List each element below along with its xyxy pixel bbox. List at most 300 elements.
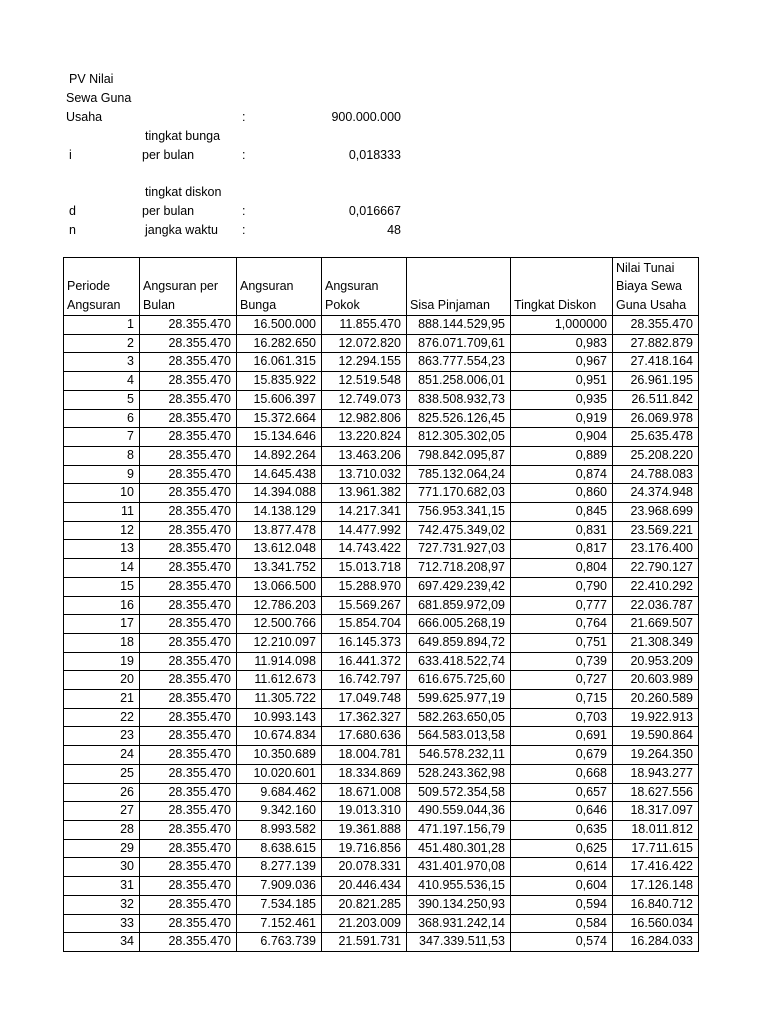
discount-label-line2: per bulan [142, 204, 195, 218]
cell-sisa-pinjaman: 509.572.354,58 [407, 783, 511, 802]
table-row [64, 316, 699, 335]
cell-periode: 32 [64, 895, 140, 914]
cell-angsuran-pokok: 19.013.310 [322, 802, 407, 821]
cell-periode: 7 [64, 428, 140, 447]
cell-angsuran-pokok: 12.749.073 [322, 390, 407, 409]
cell-tingkat-diskon: 0,625 [511, 839, 613, 858]
cell-angsuran-per-bulan: 28.355.470 [140, 633, 237, 652]
cell-tingkat-diskon: 0,919 [511, 409, 613, 428]
table-row [64, 615, 699, 634]
cell-periode: 33 [64, 914, 140, 933]
cell-nilai-tunai: 16.840.712 [613, 895, 699, 914]
cell-nilai-tunai: 20.260.589 [613, 690, 699, 709]
cell-angsuran-per-bulan: 28.355.470 [140, 652, 237, 671]
cell-angsuran-pokok: 14.217.341 [322, 503, 407, 522]
term-label: jangka waktu [145, 223, 218, 237]
cell-periode: 11 [64, 503, 140, 522]
cell-angsuran-per-bulan: 28.355.470 [140, 783, 237, 802]
cell-tingkat-diskon: 0,715 [511, 690, 613, 709]
cell-angsuran-bunga: 7.534.185 [237, 895, 322, 914]
cell-angsuran-bunga: 14.138.129 [237, 503, 322, 522]
cell-sisa-pinjaman: 851.258.006,01 [407, 372, 511, 391]
cell-angsuran-pokok: 16.145.373 [322, 633, 407, 652]
cell-angsuran-pokok: 18.004.781 [322, 746, 407, 765]
term-symbol: n [69, 223, 76, 237]
table-row [64, 484, 699, 503]
cell-periode: 21 [64, 690, 140, 709]
cell-periode: 15 [64, 577, 140, 596]
cell-angsuran-pokok: 20.821.285 [322, 895, 407, 914]
cell-angsuran-bunga: 7.152.461 [237, 914, 322, 933]
cell-angsuran-per-bulan: 28.355.470 [140, 577, 237, 596]
table-row [64, 708, 699, 727]
cell-nilai-tunai: 22.790.127 [613, 559, 699, 578]
cell-tingkat-diskon: 0,668 [511, 764, 613, 783]
cell-angsuran-pokok: 15.288.970 [322, 577, 407, 596]
cell-angsuran-pokok: 13.463.206 [322, 446, 407, 465]
interest-label-line1: tingkat bunga [145, 129, 221, 143]
pv-label-line1: PV Nilai [69, 72, 114, 86]
cell-sisa-pinjaman: 451.480.301,28 [407, 839, 511, 858]
pv-value: 900.000.000 [331, 110, 401, 124]
cell-angsuran-pokok: 20.078.331 [322, 858, 407, 877]
cell-periode: 2 [64, 334, 140, 353]
cell-angsuran-per-bulan: 28.355.470 [140, 559, 237, 578]
cell-tingkat-diskon: 0,967 [511, 353, 613, 372]
discount-symbol: d [69, 204, 76, 218]
cell-angsuran-bunga: 13.612.048 [237, 540, 322, 559]
cell-angsuran-pokok: 18.334.869 [322, 764, 407, 783]
table-row [64, 596, 699, 615]
cell-angsuran-per-bulan: 28.355.470 [140, 746, 237, 765]
cell-periode: 18 [64, 633, 140, 652]
cell-angsuran-bunga: 10.674.834 [237, 727, 322, 746]
cell-angsuran-bunga: 11.305.722 [237, 690, 322, 709]
table-row [64, 914, 699, 933]
cell-sisa-pinjaman: 697.429.239,42 [407, 577, 511, 596]
cell-angsuran-per-bulan: 28.355.470 [140, 409, 237, 428]
cell-periode: 12 [64, 521, 140, 540]
table-row [64, 933, 699, 952]
cell-angsuran-per-bulan: 28.355.470 [140, 390, 237, 409]
cell-tingkat-diskon: 0,831 [511, 521, 613, 540]
cell-periode: 6 [64, 409, 140, 428]
table-row [64, 353, 699, 372]
cell-angsuran-pokok: 12.294.155 [322, 353, 407, 372]
cell-angsuran-bunga: 15.835.922 [237, 372, 322, 391]
cell-sisa-pinjaman: 742.475.349,02 [407, 521, 511, 540]
table-row [64, 428, 699, 447]
cell-sisa-pinjaman: 876.071.709,61 [407, 334, 511, 353]
cell-angsuran-bunga: 9.342.160 [237, 802, 322, 821]
cell-nilai-tunai: 19.264.350 [613, 746, 699, 765]
cell-angsuran-bunga: 14.394.088 [237, 484, 322, 503]
cell-sisa-pinjaman: 727.731.927,03 [407, 540, 511, 559]
cell-tingkat-diskon: 0,790 [511, 577, 613, 596]
pv-colon: : [242, 110, 246, 124]
cell-tingkat-diskon: 0,739 [511, 652, 613, 671]
cell-nilai-tunai: 17.126.148 [613, 877, 699, 896]
cell-angsuran-bunga: 8.638.615 [237, 839, 322, 858]
cell-angsuran-bunga: 15.372.664 [237, 409, 322, 428]
table-row [64, 446, 699, 465]
cell-sisa-pinjaman: 812.305.302,05 [407, 428, 511, 447]
cell-periode: 28 [64, 820, 140, 839]
cell-tingkat-diskon: 0,764 [511, 615, 613, 634]
cell-periode: 17 [64, 615, 140, 634]
cell-sisa-pinjaman: 633.418.522,74 [407, 652, 511, 671]
cell-sisa-pinjaman: 582.263.650,05 [407, 708, 511, 727]
parameters-section [0, 0, 768, 250]
cell-tingkat-diskon: 0,604 [511, 877, 613, 896]
cell-angsuran-pokok: 12.072.820 [322, 334, 407, 353]
header-angsuran-per-bulan: Angsuran per Bulan [140, 258, 237, 316]
cell-angsuran-per-bulan: 28.355.470 [140, 764, 237, 783]
cell-angsuran-bunga: 12.500.766 [237, 615, 322, 634]
pv-label-line3: Usaha [66, 110, 103, 124]
cell-tingkat-diskon: 0,614 [511, 858, 613, 877]
table-row [64, 409, 699, 428]
cell-tingkat-diskon: 0,657 [511, 783, 613, 802]
interest-colon: : [242, 148, 246, 162]
cell-angsuran-bunga: 11.612.673 [237, 671, 322, 690]
cell-nilai-tunai: 19.922.913 [613, 708, 699, 727]
cell-angsuran-pokok: 20.446.434 [322, 877, 407, 896]
interest-label-line2: per bulan [142, 148, 195, 162]
cell-sisa-pinjaman: 666.005.268,19 [407, 615, 511, 634]
header-sisa-pinjaman: Sisa Pinjaman [407, 258, 511, 316]
term-value: 48 [387, 223, 401, 237]
cell-sisa-pinjaman: 546.578.232,11 [407, 746, 511, 765]
cell-angsuran-per-bulan: 28.355.470 [140, 914, 237, 933]
cell-sisa-pinjaman: 410.955.536,15 [407, 877, 511, 896]
cell-angsuran-per-bulan: 28.355.470 [140, 372, 237, 391]
cell-sisa-pinjaman: 471.197.156,79 [407, 820, 511, 839]
table-row [64, 633, 699, 652]
cell-periode: 16 [64, 596, 140, 615]
cell-angsuran-per-bulan: 28.355.470 [140, 484, 237, 503]
cell-periode: 30 [64, 858, 140, 877]
cell-nilai-tunai: 18.943.277 [613, 764, 699, 783]
cell-sisa-pinjaman: 368.931.242,14 [407, 914, 511, 933]
cell-periode: 20 [64, 671, 140, 690]
discount-colon: : [242, 204, 246, 218]
table-header-row [64, 258, 699, 316]
cell-angsuran-bunga: 11.914.098 [237, 652, 322, 671]
cell-angsuran-per-bulan: 28.355.470 [140, 933, 237, 952]
header-angsuran-pokok: Angsuran Pokok [322, 258, 407, 316]
cell-periode: 25 [64, 764, 140, 783]
cell-sisa-pinjaman: 490.559.044,36 [407, 802, 511, 821]
cell-angsuran-per-bulan: 28.355.470 [140, 540, 237, 559]
cell-tingkat-diskon: 0,751 [511, 633, 613, 652]
cell-angsuran-bunga: 16.282.650 [237, 334, 322, 353]
cell-tingkat-diskon: 0,727 [511, 671, 613, 690]
table-body [64, 316, 699, 952]
interest-value: 0,018333 [348, 148, 401, 162]
table-row [64, 783, 699, 802]
table-row [64, 503, 699, 522]
cell-nilai-tunai: 21.669.507 [613, 615, 699, 634]
cell-tingkat-diskon: 0,904 [511, 428, 613, 447]
cell-periode: 4 [64, 372, 140, 391]
cell-angsuran-pokok: 16.441.372 [322, 652, 407, 671]
cell-nilai-tunai: 16.560.034 [613, 914, 699, 933]
cell-angsuran-bunga: 10.350.689 [237, 746, 322, 765]
cell-angsuran-pokok: 15.013.718 [322, 559, 407, 578]
cell-angsuran-per-bulan: 28.355.470 [140, 802, 237, 821]
cell-angsuran-pokok: 17.049.748 [322, 690, 407, 709]
cell-angsuran-per-bulan: 28.355.470 [140, 858, 237, 877]
cell-nilai-tunai: 26.961.195 [613, 372, 699, 391]
pv-label-line2: Sewa Guna [66, 91, 132, 105]
cell-nilai-tunai: 23.569.221 [613, 521, 699, 540]
cell-tingkat-diskon: 0,777 [511, 596, 613, 615]
cell-angsuran-bunga: 14.892.264 [237, 446, 322, 465]
cell-periode: 5 [64, 390, 140, 409]
table-row [64, 372, 699, 391]
cell-angsuran-pokok: 17.680.636 [322, 727, 407, 746]
cell-angsuran-per-bulan: 28.355.470 [140, 334, 237, 353]
cell-nilai-tunai: 17.711.615 [613, 839, 699, 858]
cell-nilai-tunai: 17.416.422 [613, 858, 699, 877]
cell-nilai-tunai: 20.603.989 [613, 671, 699, 690]
amortization-table [63, 257, 699, 952]
cell-nilai-tunai: 22.410.292 [613, 577, 699, 596]
cell-sisa-pinjaman: 649.859.894,72 [407, 633, 511, 652]
cell-sisa-pinjaman: 616.675.725,60 [407, 671, 511, 690]
cell-angsuran-per-bulan: 28.355.470 [140, 353, 237, 372]
table-row [64, 764, 699, 783]
cell-sisa-pinjaman: 681.859.972,09 [407, 596, 511, 615]
cell-angsuran-per-bulan: 28.355.470 [140, 708, 237, 727]
cell-angsuran-bunga: 8.993.582 [237, 820, 322, 839]
cell-angsuran-bunga: 10.020.601 [237, 764, 322, 783]
cell-sisa-pinjaman: 528.243.362,98 [407, 764, 511, 783]
cell-angsuran-per-bulan: 28.355.470 [140, 465, 237, 484]
table-row [64, 540, 699, 559]
cell-angsuran-bunga: 8.277.139 [237, 858, 322, 877]
table-row [64, 802, 699, 821]
cell-angsuran-bunga: 16.061.315 [237, 353, 322, 372]
cell-periode: 26 [64, 783, 140, 802]
cell-tingkat-diskon: 0,935 [511, 390, 613, 409]
discount-value: 0,016667 [348, 204, 401, 218]
cell-angsuran-bunga: 10.993.143 [237, 708, 322, 727]
cell-tingkat-diskon: 0,574 [511, 933, 613, 952]
cell-angsuran-per-bulan: 28.355.470 [140, 316, 237, 335]
table-row [64, 858, 699, 877]
cell-angsuran-bunga: 9.684.462 [237, 783, 322, 802]
cell-angsuran-pokok: 14.477.992 [322, 521, 407, 540]
cell-nilai-tunai: 24.788.083 [613, 465, 699, 484]
cell-angsuran-per-bulan: 28.355.470 [140, 690, 237, 709]
cell-angsuran-pokok: 13.961.382 [322, 484, 407, 503]
cell-tingkat-diskon: 0,584 [511, 914, 613, 933]
cell-tingkat-diskon: 0,845 [511, 503, 613, 522]
table-row [64, 334, 699, 353]
cell-nilai-tunai: 27.882.879 [613, 334, 699, 353]
cell-angsuran-bunga: 6.763.739 [237, 933, 322, 952]
cell-periode: 3 [64, 353, 140, 372]
cell-angsuran-pokok: 21.203.009 [322, 914, 407, 933]
cell-angsuran-per-bulan: 28.355.470 [140, 596, 237, 615]
cell-nilai-tunai: 18.627.556 [613, 783, 699, 802]
cell-tingkat-diskon: 0,594 [511, 895, 613, 914]
cell-sisa-pinjaman: 347.339.511,53 [407, 933, 511, 952]
cell-sisa-pinjaman: 785.132.064,24 [407, 465, 511, 484]
cell-nilai-tunai: 19.590.864 [613, 727, 699, 746]
table-row [64, 521, 699, 540]
table-row [64, 577, 699, 596]
cell-periode: 29 [64, 839, 140, 858]
cell-angsuran-bunga: 16.500.000 [237, 316, 322, 335]
cell-periode: 1 [64, 316, 140, 335]
cell-angsuran-bunga: 7.909.036 [237, 877, 322, 896]
cell-angsuran-per-bulan: 28.355.470 [140, 446, 237, 465]
cell-angsuran-pokok: 11.855.470 [322, 316, 407, 335]
cell-tingkat-diskon: 0,635 [511, 820, 613, 839]
table-row [64, 559, 699, 578]
header-nilai-tunai: Nilai Tunai Biaya Sewa Guna Usaha [613, 258, 699, 316]
cell-nilai-tunai: 25.635.478 [613, 428, 699, 447]
cell-nilai-tunai: 26.511.842 [613, 390, 699, 409]
cell-sisa-pinjaman: 825.526.126,45 [407, 409, 511, 428]
cell-angsuran-pokok: 13.220.824 [322, 428, 407, 447]
discount-label-line1: tingkat diskon [145, 185, 222, 199]
cell-periode: 31 [64, 877, 140, 896]
table-row [64, 390, 699, 409]
cell-periode: 19 [64, 652, 140, 671]
table-row [64, 671, 699, 690]
cell-angsuran-bunga: 15.606.397 [237, 390, 322, 409]
cell-angsuran-bunga: 12.210.097 [237, 633, 322, 652]
cell-nilai-tunai: 20.953.209 [613, 652, 699, 671]
cell-angsuran-bunga: 15.134.646 [237, 428, 322, 447]
cell-angsuran-pokok: 19.716.856 [322, 839, 407, 858]
cell-nilai-tunai: 23.176.400 [613, 540, 699, 559]
table-row [64, 652, 699, 671]
cell-sisa-pinjaman: 564.583.013,58 [407, 727, 511, 746]
cell-sisa-pinjaman: 838.508.932,73 [407, 390, 511, 409]
table-row [64, 746, 699, 765]
cell-nilai-tunai: 23.968.699 [613, 503, 699, 522]
cell-sisa-pinjaman: 863.777.554,23 [407, 353, 511, 372]
cell-sisa-pinjaman: 390.134.250,93 [407, 895, 511, 914]
cell-sisa-pinjaman: 888.144.529,95 [407, 316, 511, 335]
cell-nilai-tunai: 18.011.812 [613, 820, 699, 839]
interest-symbol: i [69, 148, 72, 162]
cell-tingkat-diskon: 0,817 [511, 540, 613, 559]
cell-periode: 13 [64, 540, 140, 559]
cell-angsuran-per-bulan: 28.355.470 [140, 727, 237, 746]
cell-angsuran-per-bulan: 28.355.470 [140, 615, 237, 634]
cell-tingkat-diskon: 0,804 [511, 559, 613, 578]
cell-angsuran-bunga: 12.786.203 [237, 596, 322, 615]
cell-angsuran-per-bulan: 28.355.470 [140, 671, 237, 690]
header-periode: Periode Angsuran [64, 258, 140, 316]
table-row [64, 820, 699, 839]
cell-tingkat-diskon: 1,000000 [511, 316, 613, 335]
cell-sisa-pinjaman: 712.718.208,97 [407, 559, 511, 578]
cell-nilai-tunai: 27.418.164 [613, 353, 699, 372]
cell-nilai-tunai: 22.036.787 [613, 596, 699, 615]
cell-angsuran-per-bulan: 28.355.470 [140, 820, 237, 839]
cell-tingkat-diskon: 0,889 [511, 446, 613, 465]
cell-angsuran-bunga: 13.066.500 [237, 577, 322, 596]
table-row [64, 690, 699, 709]
cell-sisa-pinjaman: 599.625.977,19 [407, 690, 511, 709]
cell-tingkat-diskon: 0,691 [511, 727, 613, 746]
cell-tingkat-diskon: 0,703 [511, 708, 613, 727]
cell-periode: 14 [64, 559, 140, 578]
cell-angsuran-bunga: 14.645.438 [237, 465, 322, 484]
term-colon: : [242, 223, 246, 237]
cell-nilai-tunai: 28.355.470 [613, 316, 699, 335]
cell-tingkat-diskon: 0,951 [511, 372, 613, 391]
cell-angsuran-bunga: 13.341.752 [237, 559, 322, 578]
table-row [64, 877, 699, 896]
cell-angsuran-bunga: 13.877.478 [237, 521, 322, 540]
cell-angsuran-per-bulan: 28.355.470 [140, 521, 237, 540]
header-angsuran-bunga: Angsuran Bunga [237, 258, 322, 316]
cell-angsuran-pokok: 12.982.806 [322, 409, 407, 428]
cell-angsuran-pokok: 17.362.327 [322, 708, 407, 727]
cell-tingkat-diskon: 0,983 [511, 334, 613, 353]
cell-angsuran-pokok: 15.854.704 [322, 615, 407, 634]
cell-tingkat-diskon: 0,860 [511, 484, 613, 503]
cell-angsuran-pokok: 19.361.888 [322, 820, 407, 839]
cell-periode: 34 [64, 933, 140, 952]
cell-periode: 22 [64, 708, 140, 727]
table-row [64, 465, 699, 484]
table-row [64, 895, 699, 914]
cell-periode: 8 [64, 446, 140, 465]
cell-angsuran-per-bulan: 28.355.470 [140, 839, 237, 858]
cell-tingkat-diskon: 0,874 [511, 465, 613, 484]
cell-angsuran-per-bulan: 28.355.470 [140, 503, 237, 522]
cell-nilai-tunai: 26.069.978 [613, 409, 699, 428]
cell-nilai-tunai: 21.308.349 [613, 633, 699, 652]
cell-sisa-pinjaman: 798.842.095,87 [407, 446, 511, 465]
cell-angsuran-pokok: 14.743.422 [322, 540, 407, 559]
cell-angsuran-per-bulan: 28.355.470 [140, 895, 237, 914]
cell-sisa-pinjaman: 431.401.970,08 [407, 858, 511, 877]
cell-nilai-tunai: 25.208.220 [613, 446, 699, 465]
cell-sisa-pinjaman: 771.170.682,03 [407, 484, 511, 503]
cell-tingkat-diskon: 0,679 [511, 746, 613, 765]
cell-periode: 9 [64, 465, 140, 484]
cell-angsuran-pokok: 21.591.731 [322, 933, 407, 952]
cell-angsuran-per-bulan: 28.355.470 [140, 428, 237, 447]
cell-periode: 24 [64, 746, 140, 765]
cell-angsuran-pokok: 16.742.797 [322, 671, 407, 690]
cell-tingkat-diskon: 0,646 [511, 802, 613, 821]
cell-angsuran-pokok: 12.519.548 [322, 372, 407, 391]
cell-angsuran-pokok: 18.671.008 [322, 783, 407, 802]
header-tingkat-diskon: Tingkat Diskon [511, 258, 613, 316]
table-row [64, 727, 699, 746]
cell-angsuran-pokok: 13.710.032 [322, 465, 407, 484]
cell-periode: 27 [64, 802, 140, 821]
cell-angsuran-pokok: 15.569.267 [322, 596, 407, 615]
cell-periode: 10 [64, 484, 140, 503]
cell-periode: 23 [64, 727, 140, 746]
cell-nilai-tunai: 18.317.097 [613, 802, 699, 821]
table-row [64, 839, 699, 858]
cell-angsuran-per-bulan: 28.355.470 [140, 877, 237, 896]
cell-sisa-pinjaman: 756.953.341,15 [407, 503, 511, 522]
